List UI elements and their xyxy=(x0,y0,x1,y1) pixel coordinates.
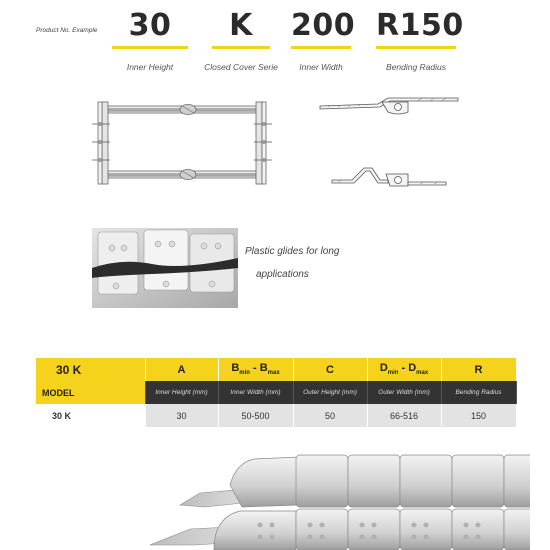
code-label-inner-width: Inner Width xyxy=(299,62,343,72)
cross-section-drawing xyxy=(90,98,275,190)
subheader-b: Inner Width (mm) xyxy=(218,381,293,404)
code-underline xyxy=(112,46,188,49)
cover-open-drawing xyxy=(330,160,450,195)
code-cover-serie xyxy=(212,6,270,49)
cell-model: 30 K xyxy=(36,404,145,427)
header-col-d-main: D xyxy=(379,362,388,375)
header-col-d-min: min xyxy=(387,370,399,377)
header-col-b-main: B xyxy=(231,362,240,375)
spec-table xyxy=(36,358,517,427)
subheader-c: Outer Height (mm) xyxy=(293,381,367,404)
code-label-inner-height: Inner Height xyxy=(126,62,174,72)
header-model: 30 K xyxy=(36,358,145,381)
code-value-inner-height: 30 xyxy=(128,8,172,43)
table-row xyxy=(36,404,516,427)
code-underline xyxy=(212,46,270,49)
cell-b: 50-500 xyxy=(218,404,293,427)
code-label-cover-serie: Closed Cover Serie xyxy=(204,62,278,72)
code-bending-radius xyxy=(376,6,464,49)
subheader-model: MODEL xyxy=(36,381,145,404)
code-value-bending-radius: R150 xyxy=(376,8,464,43)
header-col-d-sep: - D xyxy=(398,362,417,375)
header-col-b xyxy=(218,358,293,381)
cell-d: 66-516 xyxy=(367,404,441,427)
plastic-glides-photo xyxy=(92,228,238,308)
header-col-a: A xyxy=(145,358,218,381)
header-col-d xyxy=(367,358,441,381)
header-col-r: R xyxy=(441,358,516,381)
photo-caption-line2: applications xyxy=(256,269,309,280)
cover-closed-drawing xyxy=(318,92,463,127)
header-col-d-max: max xyxy=(416,370,429,377)
cable-chain-illustration xyxy=(150,445,530,550)
code-underline xyxy=(291,46,351,49)
subheader-d: Outer Width (mm) xyxy=(367,381,441,404)
subheader-r: Bending Radius xyxy=(441,381,516,404)
header-col-b-min: min xyxy=(239,370,250,377)
product-example-label: Product No. Example xyxy=(36,27,98,34)
header-col-b-sep: - B xyxy=(249,362,268,375)
cell-r: 150 xyxy=(441,404,516,427)
cell-a: 30 xyxy=(145,404,218,427)
photo-caption-line1: Plastic glides for long xyxy=(245,246,340,257)
code-underline xyxy=(376,46,456,49)
code-value-inner-width: 200 xyxy=(291,8,356,43)
header-col-b-max: max xyxy=(267,370,280,377)
spec-table-subheader-row xyxy=(36,381,516,404)
cell-c: 50 xyxy=(293,404,367,427)
code-value-cover-serie: K xyxy=(229,8,253,43)
header-col-c: C xyxy=(293,358,367,381)
subheader-a: Inner Height (mm) xyxy=(145,381,218,404)
spec-table-header-row xyxy=(36,358,516,381)
code-inner-height xyxy=(112,6,188,49)
code-label-bending-radius: Bending Radius xyxy=(385,62,446,72)
code-inner-width xyxy=(291,6,356,49)
